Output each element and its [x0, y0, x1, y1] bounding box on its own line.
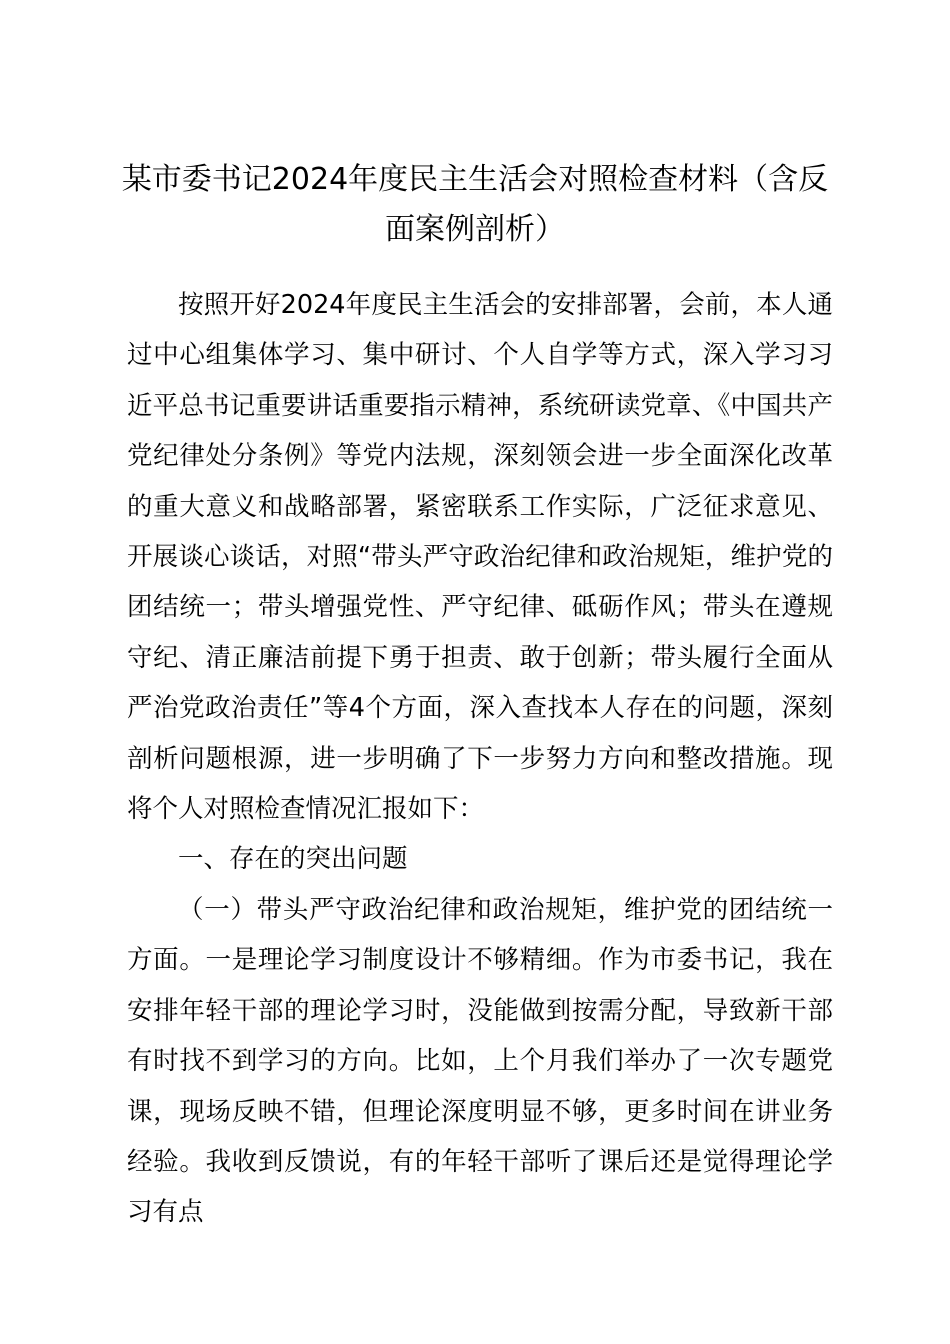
section-heading: 一、存在的突出问题: [178, 844, 408, 875]
subsection-paragraph: （一）带头严守政治纪律和政治规矩，维护党的团结统一方面。一是理论学习制度设计不够精细。作为市委书记，我在安排年轻干部的理论学习时，没能做到按需分配，导致新干部有时找不到学习的方向。比如，上个月我们举办了一次专题党课，现场反映不错，但理论深度明显不够，更多时间在讲业务经验。我收到反馈说，有的年轻干部听了课后还是觉得理论学习有点: [127, 894, 833, 1228]
intro-paragraph: 按照开好2024年度民主生活会的安排部署，会前，本人通过中心组集体学习、集中研讨、个人自学等方式，深入学习习近平总书记重要讲话重要指示精神，系统研读党章、《中国共产党纪律处分条例》等党内法规，深刻领会进一步全面深化改革的重大意义和战略部署，紧密联系工作实际，广泛征求意见、开展谈心谈话，对照“带头严守政治纪律和政治规矩，维护党的团结统一；带头增强党性、严守纪律、砥砺作风；带头在遵规守纪、清正廉洁前提下勇于担责、敢于创新；带头履行全面从严治党政治责任”等4个方面，深入查找本人存在的问题，深刻剖析问题根源，进一步明确了下一步努力方向和整改措施。现将个人对照检查情况汇报如下：: [127, 290, 833, 825]
document-body: [127, 280, 833, 1238]
document-title: 某市委书记2024年度民主生活会对照检查材料（含反面案例剖析）: [121, 162, 829, 247]
